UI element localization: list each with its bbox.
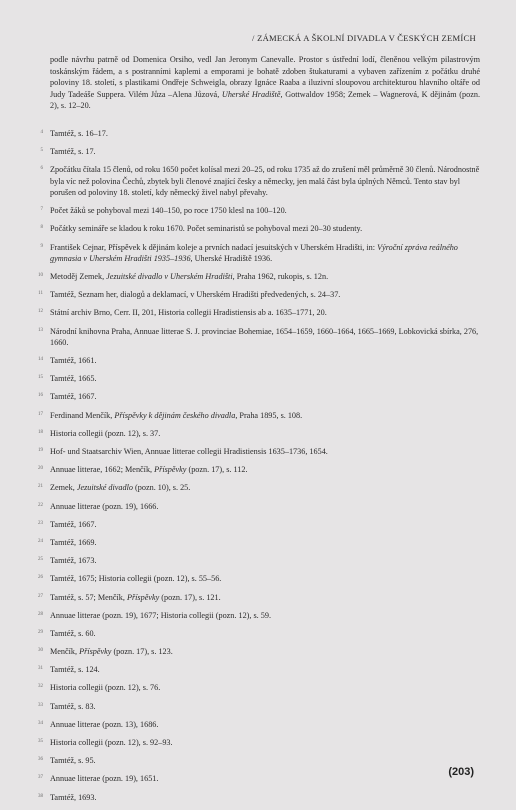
footnote-text: Annuae litterae (pozn. 19), 1651. bbox=[50, 774, 159, 784]
footnote-item bbox=[0, 307, 480, 318]
footnote-number: 11 bbox=[38, 291, 43, 297]
footnote-item bbox=[0, 223, 480, 234]
footnote-number: 35 bbox=[38, 739, 43, 744]
footnote-item bbox=[0, 128, 480, 139]
footnote-text: František Cejnar, Příspěvek k dějinám koleje a prvních nadací jesuitských v Uherském Hradišti, in: bbox=[50, 242, 378, 252]
footnote-text: Metoděj Zemek, bbox=[50, 272, 107, 282]
footnote-item bbox=[0, 537, 480, 548]
footnote-text: Tamtéž, 1661. bbox=[50, 356, 97, 366]
footnote-number: 13 bbox=[38, 327, 43, 333]
footnote-italic-title: Jezuitské divadlo v Uherském Hradišti bbox=[106, 272, 233, 282]
footnote-number: 22 bbox=[38, 502, 43, 508]
footnote-item bbox=[0, 410, 480, 421]
footnote-number: 24 bbox=[38, 538, 43, 544]
footnote-number: 19 bbox=[38, 448, 43, 453]
footnote-number: 38 bbox=[38, 793, 43, 799]
footnote-number: 16 bbox=[38, 393, 43, 399]
footnote-text: Státní archiv Brno, Cerr. II, 201, Historia collegii Hradistiensis ab a. 1635–1771, 20. bbox=[50, 308, 327, 318]
footnote-number: 5 bbox=[40, 148, 43, 154]
footnote-item bbox=[0, 592, 480, 603]
footnote-text: Tamtéž, s. 83. bbox=[50, 701, 96, 711]
footnote-number: 29 bbox=[38, 629, 43, 635]
footnote-text: Počátky semináře se kladou k roku 1670. Počet seminaristů se pohyboval mezi 20–30 studenty. bbox=[50, 224, 363, 234]
footnote-item bbox=[0, 628, 480, 639]
footnote-italic-title: Jezuitské divadlo bbox=[76, 483, 133, 493]
footnote-item bbox=[0, 464, 480, 475]
footnote-item bbox=[0, 482, 480, 493]
footnote-text: Národní knihovna Praha, Annuae litterae S. J. provinciae Bohemiae, 1654–1659, 1660–1664, 1665–1669, Lobkovická sbírka, 276, 1660. bbox=[50, 326, 479, 347]
footnote-item bbox=[0, 373, 480, 384]
footnote-text: Tamtéž, s. 57; Menčík, bbox=[50, 592, 127, 602]
footnote-item bbox=[0, 755, 480, 766]
footnote-number: 6 bbox=[40, 166, 43, 172]
footnote-text: Menčík, bbox=[50, 647, 80, 657]
footnote-text: Hof- und Staatsarchiv Wien, Annuae litterae collegii Hradistiensis 1635–1736, 1654. bbox=[50, 447, 328, 456]
footnote-text: Tamtéž, Seznam her, dialogů a deklamací, v Uherském Hradišti předvedených, s. 24–37. bbox=[50, 290, 341, 300]
footnote-text: Tamtéž, 1665. bbox=[50, 374, 97, 384]
footnote-text: Počet žáků se pohyboval mezi 140–150, po roce 1750 klesl na 100–120. bbox=[50, 206, 287, 216]
footnote-number: 33 bbox=[38, 702, 43, 708]
footnote-item bbox=[0, 271, 480, 282]
footnote-number: 27 bbox=[38, 593, 43, 599]
footnote-item bbox=[0, 737, 480, 748]
footnote-text: (pozn. 17), s. 112. bbox=[186, 465, 248, 475]
intro-italic-title: Uherské Hradiště bbox=[221, 89, 281, 99]
footnote-number: 37 bbox=[38, 775, 43, 781]
footnote-text: Tamtéž, s. 17. bbox=[50, 147, 96, 157]
footnote-item bbox=[0, 355, 480, 366]
footnote-text: Annuae litterae (pozn. 19), 1677; Historia collegii (pozn. 12), s. 59. bbox=[50, 610, 272, 620]
footnote-text: Tamtéž, s. 95. bbox=[50, 756, 96, 766]
footnote-number: 20 bbox=[38, 466, 43, 472]
footnote-item bbox=[0, 773, 480, 784]
footnote-list bbox=[0, 128, 516, 810]
footnote-text: Tamtéž, 1673. bbox=[50, 556, 97, 566]
footnote-number: 30 bbox=[38, 648, 43, 654]
footnote-number: 28 bbox=[38, 611, 43, 617]
footnote-text: Tamtéž, 1667. bbox=[50, 519, 97, 529]
footnote-text: Tamtéž, s. 124. bbox=[50, 665, 100, 675]
footnote-number: 8 bbox=[40, 225, 43, 231]
footnote-text: Tamtéž, s. 60. bbox=[50, 628, 96, 638]
intro-text-end: , Gottwaldov 1958; Zemek – Wagnerová, K dějinám (pozn. 2), s. 12–20. bbox=[50, 89, 480, 111]
footnote-item bbox=[0, 391, 480, 402]
footnote-item bbox=[0, 242, 480, 265]
footnote-text: Ferdinand Menčík, bbox=[50, 410, 115, 420]
page-number: (203) bbox=[448, 766, 474, 778]
footnote-text: Zemek, bbox=[50, 483, 77, 493]
footnote-text: , Praha 1895, s. 108. bbox=[235, 410, 303, 420]
footnote-text: Tamtéž, 1693. bbox=[50, 792, 97, 802]
footnote-text: Annuae litterae (pozn. 13), 1686. bbox=[50, 719, 159, 729]
footnote-text: (pozn. 17), s. 121. bbox=[159, 592, 221, 602]
footnote-number: 21 bbox=[38, 484, 43, 490]
footnote-number: 17 bbox=[38, 411, 43, 417]
footnote-text: Tamtéž, 1669. bbox=[50, 537, 97, 547]
footnote-item bbox=[0, 519, 480, 530]
footnote-item bbox=[0, 573, 480, 584]
footnote-italic-title: Příspěvky bbox=[79, 647, 112, 657]
footnote-text: Zpočátku čítala 15 členů, od roku 1650 počet kolísal mezi 20–25, od roku 1735 až do zrušení měl průměrně 30 členů. Národnostně byla víc než polovina Čechů, zbytek byli členové znající česky a německy, jen malá část byla úplných Němců. Tento stav byl porušen od poloviny 18. století, kdy německý živel nabyl převahy. bbox=[50, 165, 480, 197]
footnote-item bbox=[0, 555, 480, 566]
footnote-text: (pozn. 10), s. 25. bbox=[133, 483, 191, 493]
footnote-text: Historia collegii (pozn. 12), s. 76. bbox=[50, 683, 161, 693]
footnote-item bbox=[0, 289, 480, 300]
footnote-text: Annuae litterae, 1662; Menčík, bbox=[50, 465, 155, 475]
footnote-italic-title: Příspěvky bbox=[154, 465, 187, 475]
footnote-text: Annuae litterae (pozn. 19), 1666. bbox=[50, 501, 159, 511]
footnote-number: 4 bbox=[40, 130, 43, 135]
footnote-text: Tamtéž, 1675; Historia collegii (pozn. 12), s. 55–56. bbox=[50, 574, 222, 584]
footnote-number: 23 bbox=[38, 520, 43, 526]
footnote-item bbox=[0, 428, 480, 439]
footnote-number: 18 bbox=[38, 429, 43, 435]
footnote-number: 32 bbox=[38, 684, 43, 690]
footnote-number: 7 bbox=[40, 207, 43, 213]
footnote-number: 14 bbox=[38, 357, 43, 363]
footnote-item bbox=[0, 146, 480, 157]
footnote-item bbox=[0, 446, 480, 457]
footnote-item bbox=[0, 646, 480, 657]
footnote-item bbox=[0, 664, 480, 675]
footnote-text: Historia collegii (pozn. 12), s. 92–93. bbox=[50, 738, 173, 747]
footnote-item bbox=[0, 792, 480, 803]
intro-text: podle návrhu patrně od Domenica Orsiho, vedl Jan Jeronym Canevalle. Prostor s ústřední lodí, členěnou velkým pilastrovým toskánským řádem, a s postranními kaplemi a emporami je bohatě zdoben štukaturami a vybaven zařízením z počátku druhé poloviny 18. století, s plastikami Ondřeje Schweigla, obrazy Ignáce Raaba a iluzivní sloupovou architekturou hlavního oltáře od Judy Tadeáše Suppera. Vilém Jůza –Alena Jůzová, bbox=[50, 55, 480, 99]
footnote-item bbox=[0, 164, 480, 198]
footnote-number: 34 bbox=[38, 720, 43, 726]
footnote-number: 36 bbox=[38, 757, 43, 763]
footnote-text: Historia collegii (pozn. 12), s. 37. bbox=[50, 428, 161, 438]
footnote-italic-title: Výroční zpráva reálného gymnasia v Uherském Hradišti 1935–1936 bbox=[50, 242, 458, 263]
footnote-number: 12 bbox=[38, 309, 43, 315]
footnote-item bbox=[0, 682, 480, 693]
footnote-item bbox=[0, 501, 480, 512]
footnote-text: (pozn. 17), s. 123. bbox=[111, 647, 173, 657]
footnote-item bbox=[0, 326, 480, 349]
footnote-number: 25 bbox=[38, 557, 43, 563]
footnote-italic-title: Příspěvky bbox=[126, 592, 160, 602]
footnote-text: Tamtéž, 1667. bbox=[50, 392, 97, 402]
footnote-text: , Praha 1962, rukopis, s. 12n. bbox=[232, 272, 329, 282]
footnote-number: 9 bbox=[40, 243, 43, 249]
continued-footnote-text bbox=[50, 54, 480, 112]
footnote-item bbox=[0, 701, 480, 712]
footnote-item bbox=[0, 719, 480, 730]
footnote-number: 10 bbox=[38, 273, 43, 279]
footnote-number: 26 bbox=[38, 575, 43, 581]
running-header: / ZÁMECKÁ A ŠKOLNÍ DIVADLA V ČESKÝCH ZEMÍCH bbox=[252, 33, 476, 43]
footnote-number: 31 bbox=[38, 666, 43, 672]
footnote-text: Tamtéž, s. 16–17. bbox=[50, 129, 108, 138]
footnote-text: , Uherské Hradiště 1936. bbox=[190, 253, 273, 263]
footnote-number: 15 bbox=[38, 375, 43, 381]
footnote-italic-title: Příspěvky k dějinám českého divadla bbox=[114, 410, 236, 420]
footnote-item bbox=[0, 610, 480, 621]
footnote-item bbox=[0, 205, 480, 216]
